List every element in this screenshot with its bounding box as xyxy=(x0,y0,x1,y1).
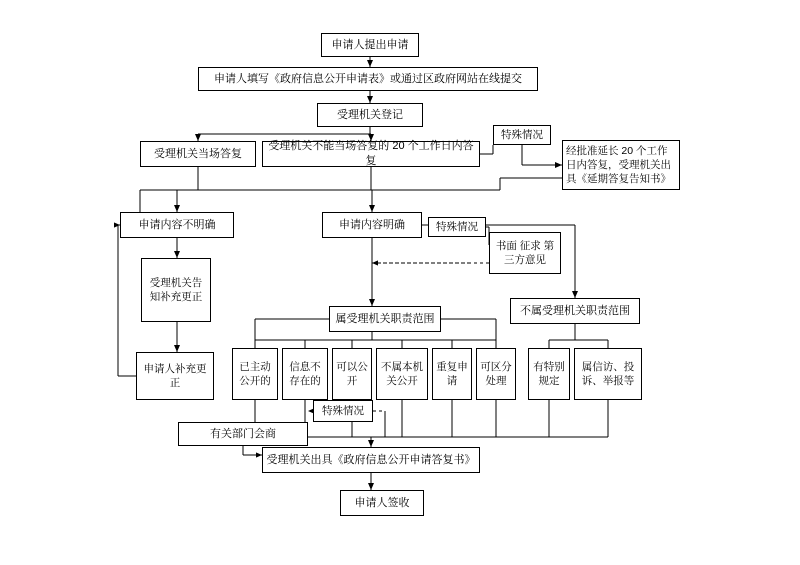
node-onsite-reply[interactable]: 受理机关当场答复 xyxy=(140,141,256,167)
node-special-case-3[interactable]: 特殊情况 xyxy=(313,400,373,422)
node-petition-complaint[interactable]: 属信访、投诉、举报等 xyxy=(574,348,642,400)
node-department-consultation[interactable]: 有关部门会商 xyxy=(178,422,308,446)
node-special-case-1[interactable]: 特殊情况 xyxy=(493,125,551,145)
node-registration[interactable]: 受理机关登记 xyxy=(317,103,423,127)
node-notify-supplement[interactable]: 受理机关告知补充更正 xyxy=(141,258,211,322)
node-20-workday-reply[interactable]: 受理机关不能当场答复的 20 个工作日内答复 xyxy=(262,141,480,167)
node-special-regulation[interactable]: 有特别规定 xyxy=(528,348,570,400)
node-can-disclose[interactable]: 可以公开 xyxy=(332,348,372,400)
node-outside-scope[interactable]: 不属受理机关职责范围 xyxy=(510,298,640,324)
node-fill-form[interactable]: 申请人填写《政府信息公开申请表》或通过区政府网站在线提交 xyxy=(198,67,538,91)
node-within-scope[interactable]: 属受理机关职责范围 xyxy=(329,306,441,332)
node-third-party-opinion[interactable]: 书面 征求 第三方意见 xyxy=(489,232,561,274)
node-duplicate-request[interactable]: 重复申请 xyxy=(432,348,472,400)
node-applicant-submit[interactable]: 申请人提出申请 xyxy=(321,33,419,57)
node-applicant-receipt[interactable]: 申请人签收 xyxy=(340,490,424,516)
node-special-case-2[interactable]: 特殊情况 xyxy=(428,217,486,237)
node-already-public[interactable]: 已主动公开的 xyxy=(232,348,278,400)
node-not-this-agency[interactable]: 不属本机关公开 xyxy=(376,348,428,400)
node-issue-reply-document[interactable]: 受理机关出具《政府信息公开申请答复书》 xyxy=(262,447,480,473)
node-extension-notice[interactable]: 经批准延长 20 个工作日内答复，受理机关出具《延期答复告知书》 xyxy=(562,140,680,190)
node-separable-handling[interactable]: 可区分处理 xyxy=(476,348,516,400)
node-applicant-supplement[interactable]: 申请人补充更正 xyxy=(136,352,214,400)
node-info-not-exist[interactable]: 信息不存在的 xyxy=(282,348,328,400)
node-content-clear[interactable]: 申请内容明确 xyxy=(322,212,422,238)
node-content-unclear[interactable]: 申请内容不明确 xyxy=(120,212,234,238)
